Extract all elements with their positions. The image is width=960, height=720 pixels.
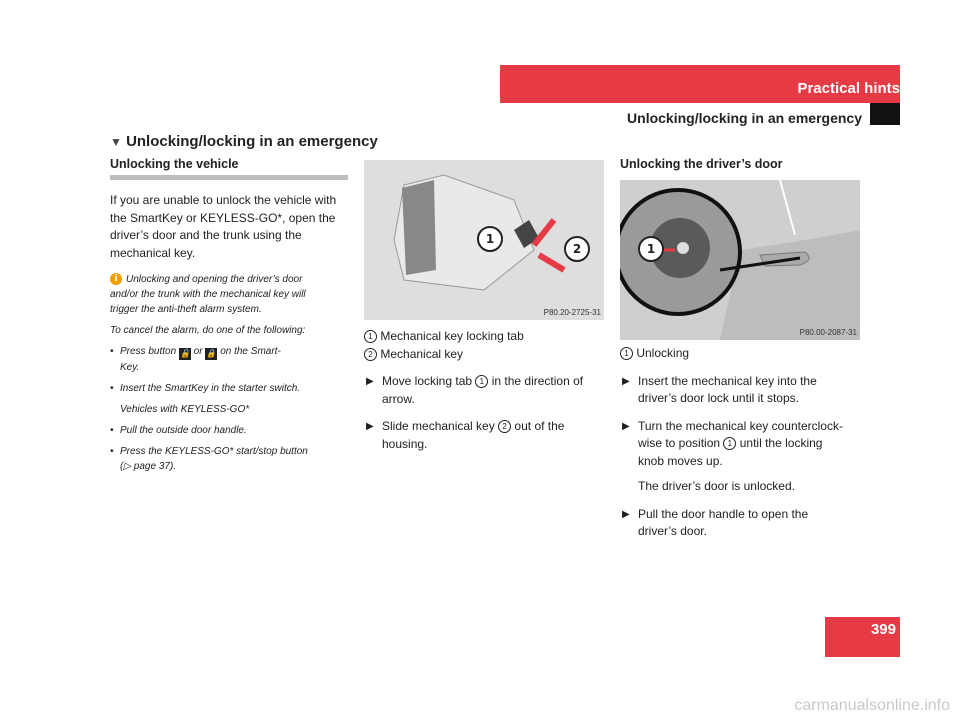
door-lock-illustration: [620, 180, 860, 340]
step-item: ▶ Insert the mechanical key into the driver’s door lock until it stops.: [622, 373, 817, 405]
step-item: ▶ Slide mechanical key 2 out of the housing.: [366, 419, 565, 451]
cancel-intro: To cancel the alarm, do one of the following:: [110, 325, 306, 336]
section-title: [110, 133, 378, 150]
intro-paragraph: If you are unable to unlock the vehicle with the SmartKey or KEYLESS-GO*, open the driver’s door and the trunk using the mechanical key.: [110, 193, 337, 260]
legend-item: 1 Unlocking: [620, 345, 870, 363]
step-item: ▶ Turn the mechanical key counterclock- wise to position 1 until the locking knob moves up. The driver’s door is unlocked.: [620, 418, 870, 496]
left-heading: Unlocking the vehicle: [110, 157, 239, 171]
heading-rule: [110, 175, 348, 180]
left-column: [110, 157, 348, 474]
watermark: carmanualsonline.info: [794, 697, 950, 714]
step-arrow-icon: ▶: [622, 508, 630, 520]
lock-button-icon: 🔒: [206, 349, 217, 358]
info-note: i Unlocking and opening the driver’s door and/or the trunk with the mechanical key will trigger the anti-theft alarm system.: [110, 274, 306, 315]
unlock-button-icon: 🔓: [179, 349, 190, 358]
header-section-title: Practical hints: [797, 80, 900, 97]
image-code: P80.20-2725-31: [543, 308, 601, 317]
legend-item: 1 Mechanical key locking tab: [364, 328, 609, 346]
step-arrow-icon: ▶: [366, 421, 374, 432]
legend-item: 2 Mechanical key: [364, 346, 609, 364]
page-number-box: [825, 617, 900, 657]
header-subsection-title: Unlocking/locking in an emergency: [627, 110, 862, 126]
right-text: [620, 345, 870, 541]
bullet-item: • Press button 🔓 or 🔒 on the Smart- Key.: [110, 346, 281, 373]
smartkey-illustration: [364, 160, 604, 320]
bullet-item: • Insert the SmartKey in the starter switch. Vehicles with KEYLESS-GO*: [110, 383, 301, 415]
step-result: The driver’s door is unlocked.: [638, 479, 795, 493]
page-number: 399: [870, 621, 896, 638]
callout-2: 2: [564, 236, 590, 262]
middle-text: [364, 328, 609, 453]
header-marker: [870, 103, 900, 125]
step-arrow-icon: ▶: [366, 376, 374, 387]
triangle-down-icon: ▼: [110, 135, 122, 149]
step-arrow-icon: ▶: [622, 375, 630, 387]
callout-1: 1: [477, 226, 503, 252]
step-arrow-icon: ▶: [622, 420, 630, 432]
section-title-text: Unlocking/locking in an emergency: [126, 133, 378, 150]
info-icon: i: [110, 273, 122, 285]
bullet-item: • Pull the outside door handle.: [110, 425, 247, 436]
step-item: ▶ Pull the door handle to open the driver’s door.: [622, 506, 809, 538]
right-heading: Unlocking the driver’s door: [620, 157, 783, 171]
callout-1: 1: [638, 236, 664, 262]
bullet-item: • Press the KEYLESS-GO* start/stop button (▷ page 37).: [110, 446, 308, 472]
image-code: P80.00-2087-31: [799, 328, 857, 337]
step-item: ▶ Move locking tab 1 in the direction of arrow.: [366, 374, 584, 406]
